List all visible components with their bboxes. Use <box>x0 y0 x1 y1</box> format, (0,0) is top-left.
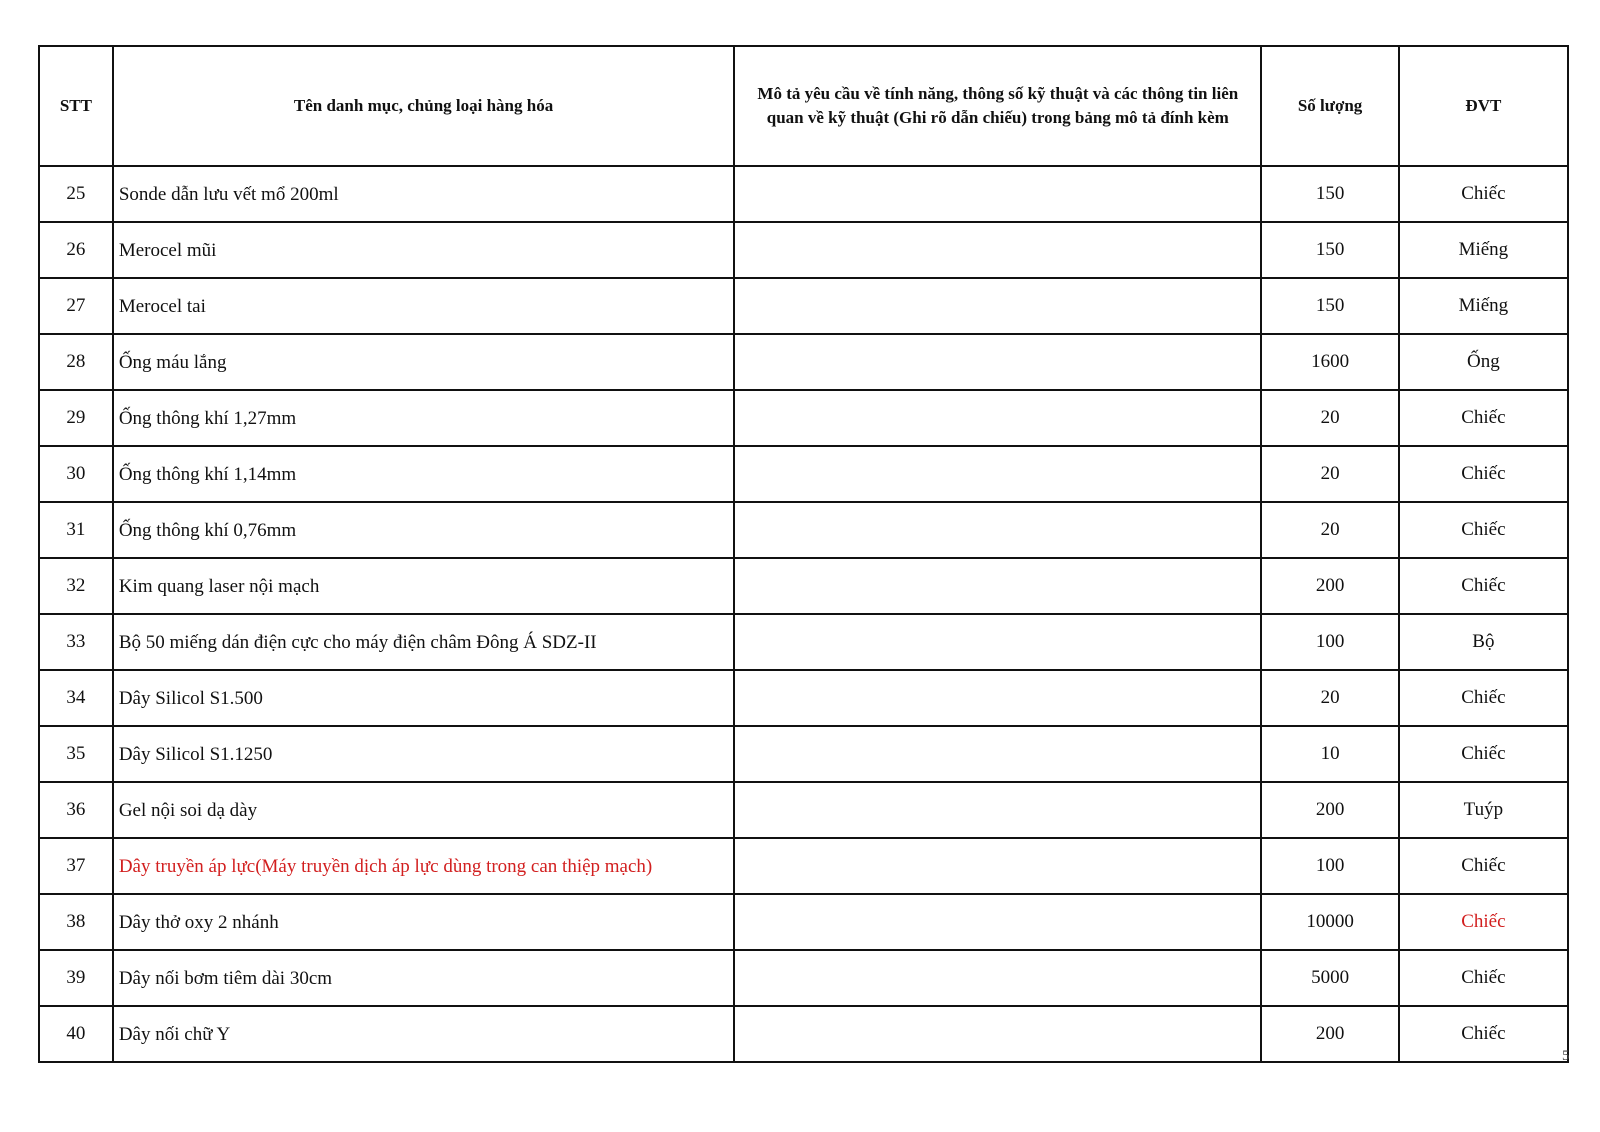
table-row <box>39 950 1568 1006</box>
table-row <box>39 1006 1568 1062</box>
cell-quantity: 20 <box>1261 446 1398 502</box>
cell-description <box>734 894 1261 950</box>
cell-name: Dây thở oxy 2 nhánh <box>113 894 734 950</box>
cell-quantity: 100 <box>1261 614 1398 670</box>
cell-unit: Chiếc <box>1399 950 1568 1006</box>
cell-unit: Tuýp <box>1399 782 1568 838</box>
cell-unit: Miếng <box>1399 278 1568 334</box>
cell-stt: 35 <box>39 726 113 782</box>
header-quantity: Số lượng <box>1261 46 1398 166</box>
cell-stt: 39 <box>39 950 113 1006</box>
table-row <box>39 894 1568 950</box>
cell-unit: Chiếc <box>1399 894 1568 950</box>
table-row <box>39 446 1568 502</box>
cell-quantity: 100 <box>1261 838 1398 894</box>
table-row <box>39 614 1568 670</box>
goods-table <box>38 45 1569 1063</box>
cell-description <box>734 670 1261 726</box>
cell-stt: 25 <box>39 166 113 222</box>
cell-unit: Chiếc <box>1399 446 1568 502</box>
goods-table-container <box>38 45 1569 1063</box>
cell-name: Kim quang laser nội mạch <box>113 558 734 614</box>
cell-description <box>734 278 1261 334</box>
cell-unit: Miếng <box>1399 222 1568 278</box>
cell-quantity: 1600 <box>1261 334 1398 390</box>
cell-quantity: 150 <box>1261 166 1398 222</box>
table-row <box>39 390 1568 446</box>
cell-stt: 38 <box>39 894 113 950</box>
table-row <box>39 726 1568 782</box>
cell-name: Gel nội soi dạ dày <box>113 782 734 838</box>
cell-quantity: 10000 <box>1261 894 1398 950</box>
cell-name: Merocel mũi <box>113 222 734 278</box>
page-number: 5 <box>1562 1048 1570 1064</box>
cell-description <box>734 1006 1261 1062</box>
cell-name: Dây truyền áp lực(Máy truyền dịch áp lực dùng trong can thiệp mạch) <box>113 838 734 894</box>
cell-stt: 28 <box>39 334 113 390</box>
cell-quantity: 20 <box>1261 502 1398 558</box>
cell-unit: Chiếc <box>1399 670 1568 726</box>
cell-unit: Chiếc <box>1399 166 1568 222</box>
cell-stt: 30 <box>39 446 113 502</box>
cell-name: Sonde dẫn lưu vết mổ 200ml <box>113 166 734 222</box>
cell-unit: Ống <box>1399 334 1568 390</box>
header-name: Tên danh mục, chủng loại hàng hóa <box>113 46 734 166</box>
header-stt: STT <box>39 46 113 166</box>
cell-unit: Bộ <box>1399 614 1568 670</box>
cell-stt: 37 <box>39 838 113 894</box>
table-row <box>39 558 1568 614</box>
cell-stt: 36 <box>39 782 113 838</box>
cell-quantity: 5000 <box>1261 950 1398 1006</box>
cell-stt: 34 <box>39 670 113 726</box>
cell-quantity: 200 <box>1261 558 1398 614</box>
cell-description <box>734 390 1261 446</box>
cell-stt: 31 <box>39 502 113 558</box>
cell-unit: Chiếc <box>1399 558 1568 614</box>
table-row <box>39 334 1568 390</box>
cell-name: Dây Silicol S1.500 <box>113 670 734 726</box>
cell-stt: 32 <box>39 558 113 614</box>
table-row <box>39 838 1568 894</box>
cell-unit: Chiếc <box>1399 1006 1568 1062</box>
header-description: Mô tả yêu cầu về tính năng, thông số kỹ thuật và các thông tin liên quan về kỹ thuật (Ghi rõ dẫn chiếu) trong bảng mô tả đính kèm <box>734 46 1261 166</box>
cell-stt: 26 <box>39 222 113 278</box>
table-row <box>39 502 1568 558</box>
table-header-row <box>39 46 1568 166</box>
cell-quantity: 20 <box>1261 670 1398 726</box>
cell-name: Dây nối bơm tiêm dài 30cm <box>113 950 734 1006</box>
cell-name: Ống máu lắng <box>113 334 734 390</box>
cell-description <box>734 838 1261 894</box>
cell-description <box>734 334 1261 390</box>
cell-quantity: 150 <box>1261 222 1398 278</box>
cell-quantity: 200 <box>1261 782 1398 838</box>
cell-quantity: 150 <box>1261 278 1398 334</box>
cell-name: Ống thông khí 0,76mm <box>113 502 734 558</box>
cell-description <box>734 166 1261 222</box>
cell-description <box>734 558 1261 614</box>
cell-description <box>734 446 1261 502</box>
table-row <box>39 670 1568 726</box>
cell-unit: Chiếc <box>1399 502 1568 558</box>
cell-quantity: 20 <box>1261 390 1398 446</box>
cell-stt: 40 <box>39 1006 113 1062</box>
cell-name: Ống thông khí 1,14mm <box>113 446 734 502</box>
cell-description <box>734 502 1261 558</box>
cell-name: Merocel tai <box>113 278 734 334</box>
cell-name: Dây nối chữ Y <box>113 1006 734 1062</box>
cell-description <box>734 726 1261 782</box>
cell-name: Dây Silicol S1.1250 <box>113 726 734 782</box>
cell-unit: Chiếc <box>1399 838 1568 894</box>
cell-name: Bộ 50 miếng dán điện cực cho máy điện châm Đông Á SDZ-II <box>113 614 734 670</box>
cell-unit: Chiếc <box>1399 390 1568 446</box>
cell-stt: 33 <box>39 614 113 670</box>
header-unit: ĐVT <box>1399 46 1568 166</box>
table-row <box>39 222 1568 278</box>
cell-stt: 29 <box>39 390 113 446</box>
table-row <box>39 278 1568 334</box>
cell-description <box>734 614 1261 670</box>
cell-description <box>734 782 1261 838</box>
table-row <box>39 166 1568 222</box>
cell-description <box>734 222 1261 278</box>
cell-stt: 27 <box>39 278 113 334</box>
cell-unit: Chiếc <box>1399 726 1568 782</box>
table-row <box>39 782 1568 838</box>
cell-name: Ống thông khí 1,27mm <box>113 390 734 446</box>
cell-quantity: 200 <box>1261 1006 1398 1062</box>
cell-quantity: 10 <box>1261 726 1398 782</box>
cell-description <box>734 950 1261 1006</box>
